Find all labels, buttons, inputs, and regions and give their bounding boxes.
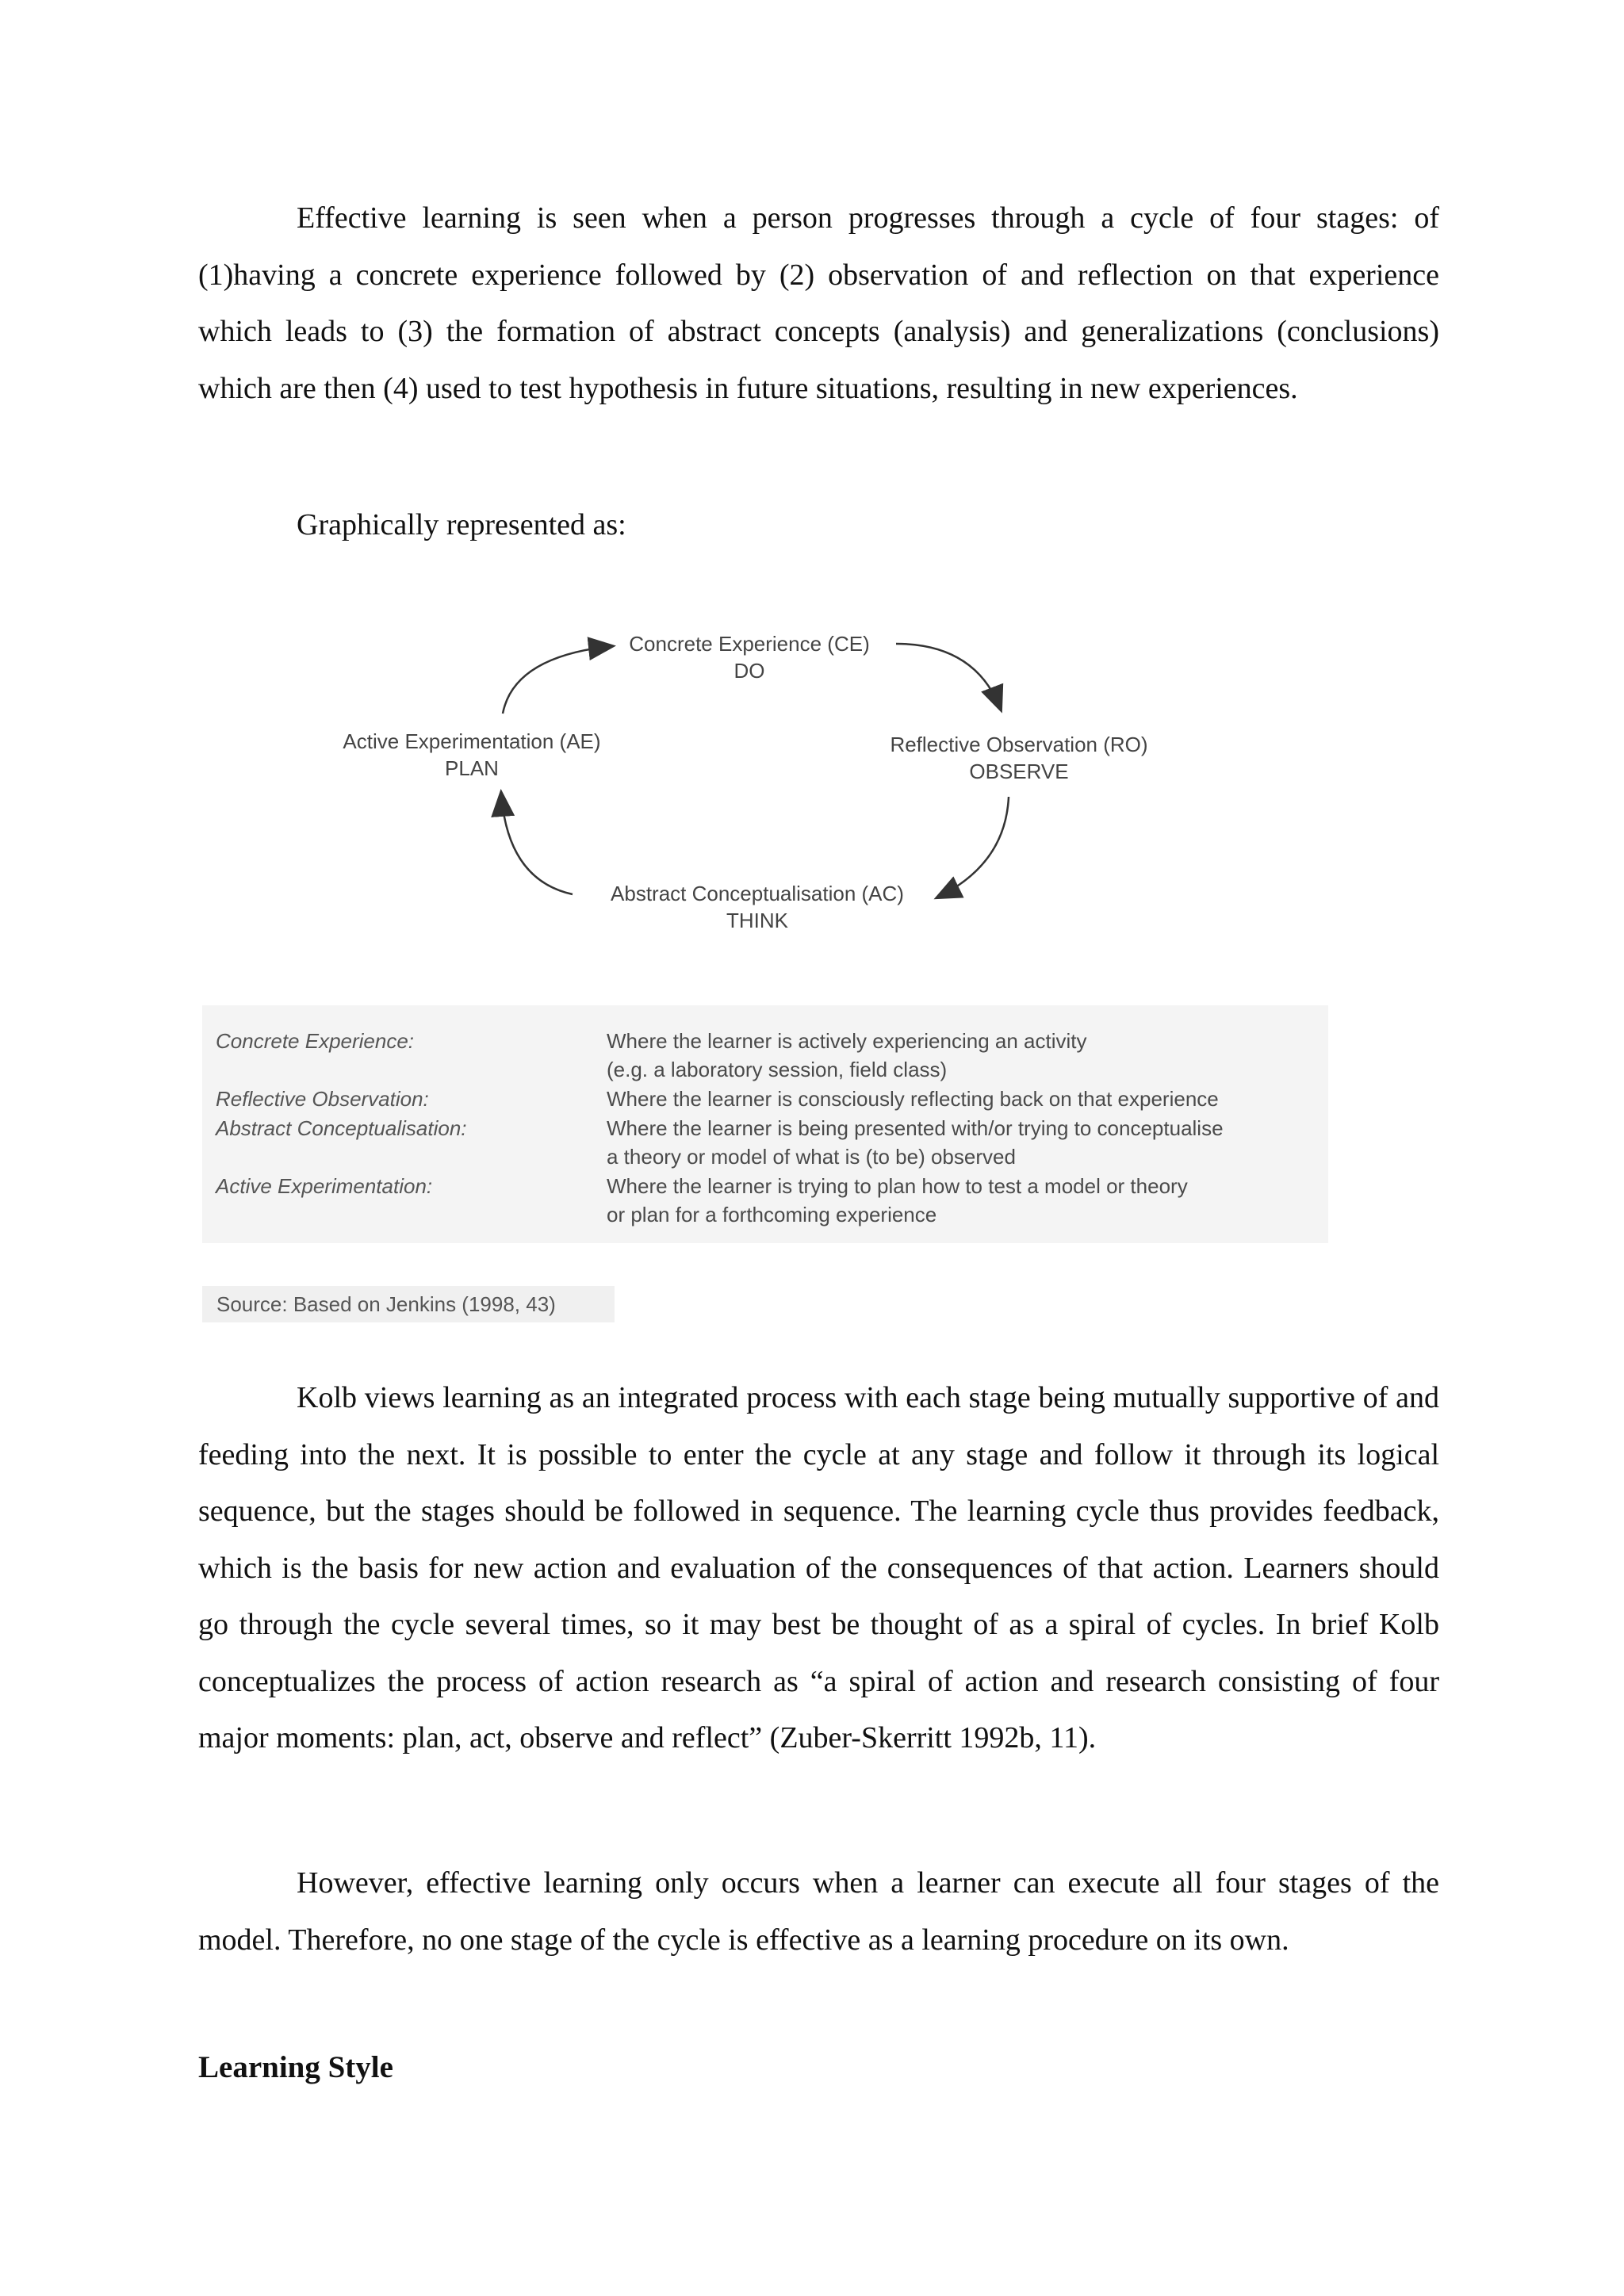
stage-active-experimentation: [317, 728, 626, 782]
stage-reflective-observation: [860, 731, 1178, 785]
definition-desc: Where the learner is trying to plan how to test a model or theory: [607, 1174, 1188, 1198]
definition-term: Active Experimentation:: [216, 1174, 433, 1198]
definition-term: Concrete Experience:: [216, 1029, 415, 1053]
definition-desc-cont: a theory or model of what is (to be) observed: [607, 1145, 1016, 1169]
section-heading-learning-style: Learning Style: [198, 2050, 393, 2084]
paragraph-kolb-views: Kolb views learning as an integrated process with each stage being mutually supportive of and feeding into the next. It is possible to enter the cycle at any stage and follow it through its logical sequence, but the stages should be followed in sequence. The learning cycle thus provides feedback, which is the basis for new action and evaluation of the consequences of that action. Learners should go through the cycle several times, so it may best be thought of as a spiral of cycles. In brief Kolb conceptualizes the process of action research as “a spiral of action and research consisting of four major moments: plan, act, observe and reflect” (Zuber-Skerritt 1992b, 11).: [198, 1381, 1439, 1755]
arrow-ro-to-ac: [937, 797, 1009, 897]
paragraph-effective-learning: Effective learning is seen when a person progresses through a cycle of four stages: of (1)having a concrete experience followed by (2) observation of and reflection on that experience which leads to (3) the formation of abstract concepts (analysis) and generalizations (conclusions) which are then (4) used to test hypothesis in future situations, resulting in new experiences.: [198, 201, 1439, 405]
stage-ro-verb: OBSERVE: [969, 760, 1069, 783]
definition-desc: Where the learner is actively experiencing an activity: [607, 1029, 1087, 1053]
definition-desc-cont: (e.g. a laboratory session, field class): [607, 1058, 948, 1081]
definition-term: Abstract Conceptualisation:: [216, 1116, 467, 1140]
stage-ro-label: Reflective Observation (RO): [890, 733, 1148, 756]
definition-desc-cont: or plan for a forthcoming experience: [607, 1203, 937, 1226]
stage-ae-label: Active Experimentation (AE): [343, 729, 601, 753]
definition-desc: Where the learner is being presented with/or trying to conceptualise: [607, 1116, 1224, 1140]
paragraph-graphically-represented: Graphically represented as:: [297, 508, 626, 541]
stage-ce-label: Concrete Experience (CE): [629, 632, 870, 656]
definition-desc: Where the learner is consciously reflecting back on that experience: [607, 1087, 1219, 1111]
stage-concrete-experience: [603, 630, 896, 684]
stage-ac-label: Abstract Conceptualisation (AC): [611, 882, 904, 905]
stage-abstract-conceptualisation: [583, 880, 932, 934]
figure-source-caption: Source: Based on Jenkins (1998, 43): [202, 1286, 615, 1322]
stage-ac-verb: THINK: [726, 909, 788, 932]
paragraph-however: However, effective learning only occurs when a learner can execute all four stages of the model. Therefore, no one stage of the cycle is effective as a learning procedure on its own.: [198, 1866, 1439, 1957]
stage-ce-verb: DO: [733, 659, 765, 683]
arrow-ce-to-ro: [896, 644, 1001, 710]
arrow-ae-to-ce: [503, 646, 612, 714]
arrow-ac-to-ae: [501, 793, 573, 894]
stage-ae-verb: PLAN: [445, 756, 499, 780]
definition-term: Reflective Observation:: [216, 1087, 429, 1111]
